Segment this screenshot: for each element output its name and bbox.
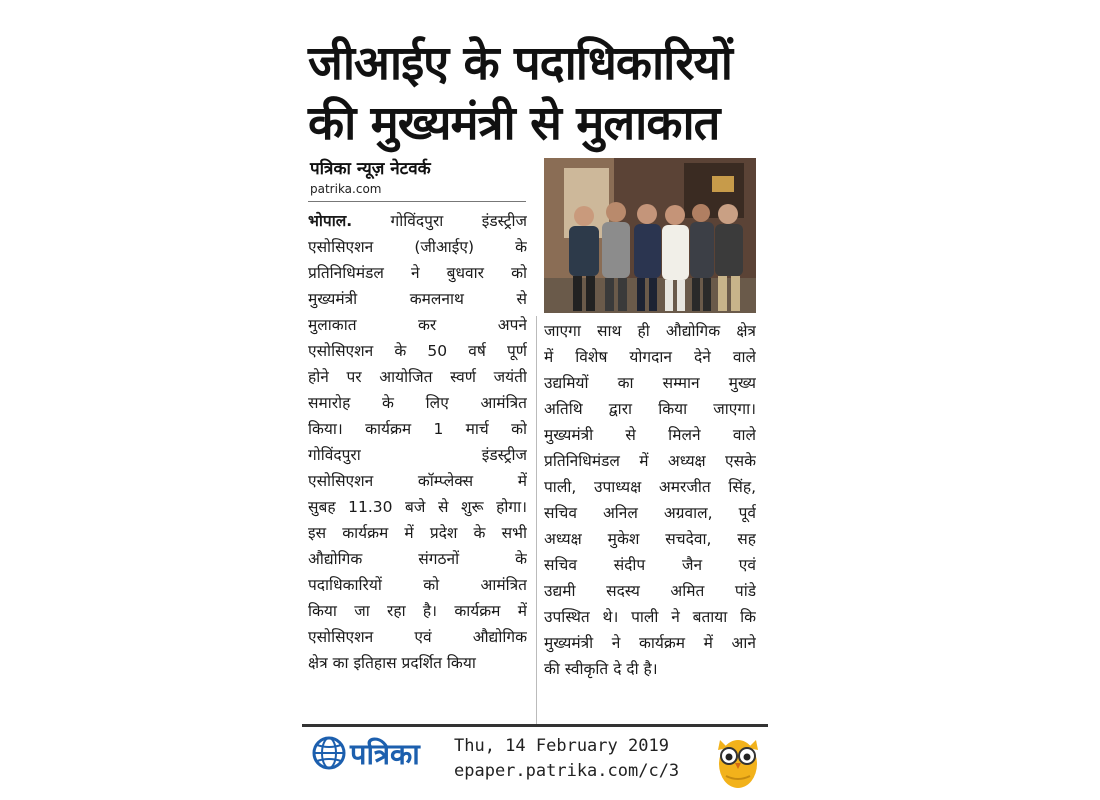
patrika-logo[interactable]: पत्रिका (350, 737, 420, 771)
headline-line-1: जीआईए के पदाधिकारियों (308, 36, 732, 91)
globe-icon (312, 736, 346, 770)
text-line-r2: उद्यमियों का सम्मान मुख्य (544, 374, 756, 392)
text-line (308, 208, 527, 234)
text-line-4: मुलाकात कर अपने (308, 316, 527, 334)
text-line-8: किया। कार्यक्रम 1 मार्च को (308, 420, 527, 438)
epaper-url[interactable]: epaper.patrika.com/c/3 (454, 761, 680, 781)
text-line-r4: मुख्यमंत्री से मिलने वाले (544, 426, 756, 444)
text-line-6: होने पर आयोजित स्वर्ण जयंती (308, 368, 527, 386)
text-line-1: एसोसिएशन (जीआईए) के (308, 238, 527, 256)
article-column-right (544, 318, 756, 682)
text-line-9: गोविंदपुरा इंडस्ट्रीज (308, 446, 527, 464)
text-line-r9: सचिव संदीप जैन एवं (544, 556, 756, 574)
text-line-13: औद्योगिक संगठनों के (308, 550, 527, 568)
text-line-r12: मुख्यमंत्री ने कार्यक्रम में आने (544, 634, 756, 652)
edition-date: Thu, 14 February 2019 (454, 736, 669, 756)
text-line-r8: अध्यक्ष मुकेश सचदेवा, सह (544, 530, 756, 548)
text-line-r6: पाली, उपाध्यक्ष अमरजीत सिंह, (544, 478, 756, 496)
text-line-r7: सचिव अनिल अग्रवाल, पूर्व (544, 504, 756, 522)
text-line-0: गोविंदपुरा इंडस्ट्रीज (352, 212, 527, 230)
text-line-5: एसोसिएशन के 50 वर्ष पूर्ण (308, 342, 527, 360)
text-line-16: एसोसिएशन एवं औद्योगिक (308, 628, 527, 646)
text-line-14: पदाधिकारियों को आमंत्रित (308, 576, 527, 594)
byline: पत्रिका न्यूज़ नेटवर्क (310, 159, 431, 179)
text-line-r11: उपस्थित थे। पाली ने बताया कि (544, 608, 756, 626)
text-line-15: किया जा रहा है। कार्यक्रम में (308, 602, 527, 620)
text-line-3: मुख्यमंत्री कमलनाथ से (308, 290, 527, 308)
column-divider (536, 316, 537, 726)
dateline: भोपाल. (308, 212, 353, 230)
text-line-r13: की स्वीकृति दे दी है। (544, 660, 658, 678)
text-line-r0: जाएगा साथ ही औद्योगिक क्षेत्र (544, 322, 756, 340)
headline (308, 34, 768, 154)
headline-line-2: की मुख्यमंत्री से मुलाकात (308, 96, 720, 151)
text-line-10: एसोसिएशन कॉम्प्लेक्स में (308, 472, 527, 490)
site-link[interactable]: patrika.com (310, 182, 382, 196)
text-line-2: प्रतिनिधिमंडल ने बुधवार को (308, 264, 527, 282)
group-photo-illustration (544, 158, 756, 313)
text-line-7: समारोह के लिए आमंत्रित (308, 394, 527, 412)
footer-rule (302, 724, 768, 727)
newspaper-clipping (300, 20, 770, 800)
text-line-r10: उद्यमी सदस्य अमित पांडे (544, 582, 756, 600)
text-line-r1: में विशेष योगदान देने वाले (544, 348, 756, 366)
owl-icon (714, 730, 762, 790)
group-photo (544, 158, 756, 313)
article-column-left (308, 208, 527, 676)
text-line-r3: अतिथि द्वारा किया जाएगा। (544, 400, 756, 418)
text-line-12: इस कार्यक्रम में प्रदेश के सभी (308, 524, 527, 542)
text-line-11: सुबह 11.30 बजे से शुरू होगा। (308, 498, 527, 516)
text-line-17: क्षेत्र का इतिहास प्रदर्शित किया (308, 654, 476, 672)
byline-rule (308, 201, 526, 202)
text-line-r5: प्रतिनिधिमंडल में अध्यक्ष एसके (544, 452, 756, 470)
